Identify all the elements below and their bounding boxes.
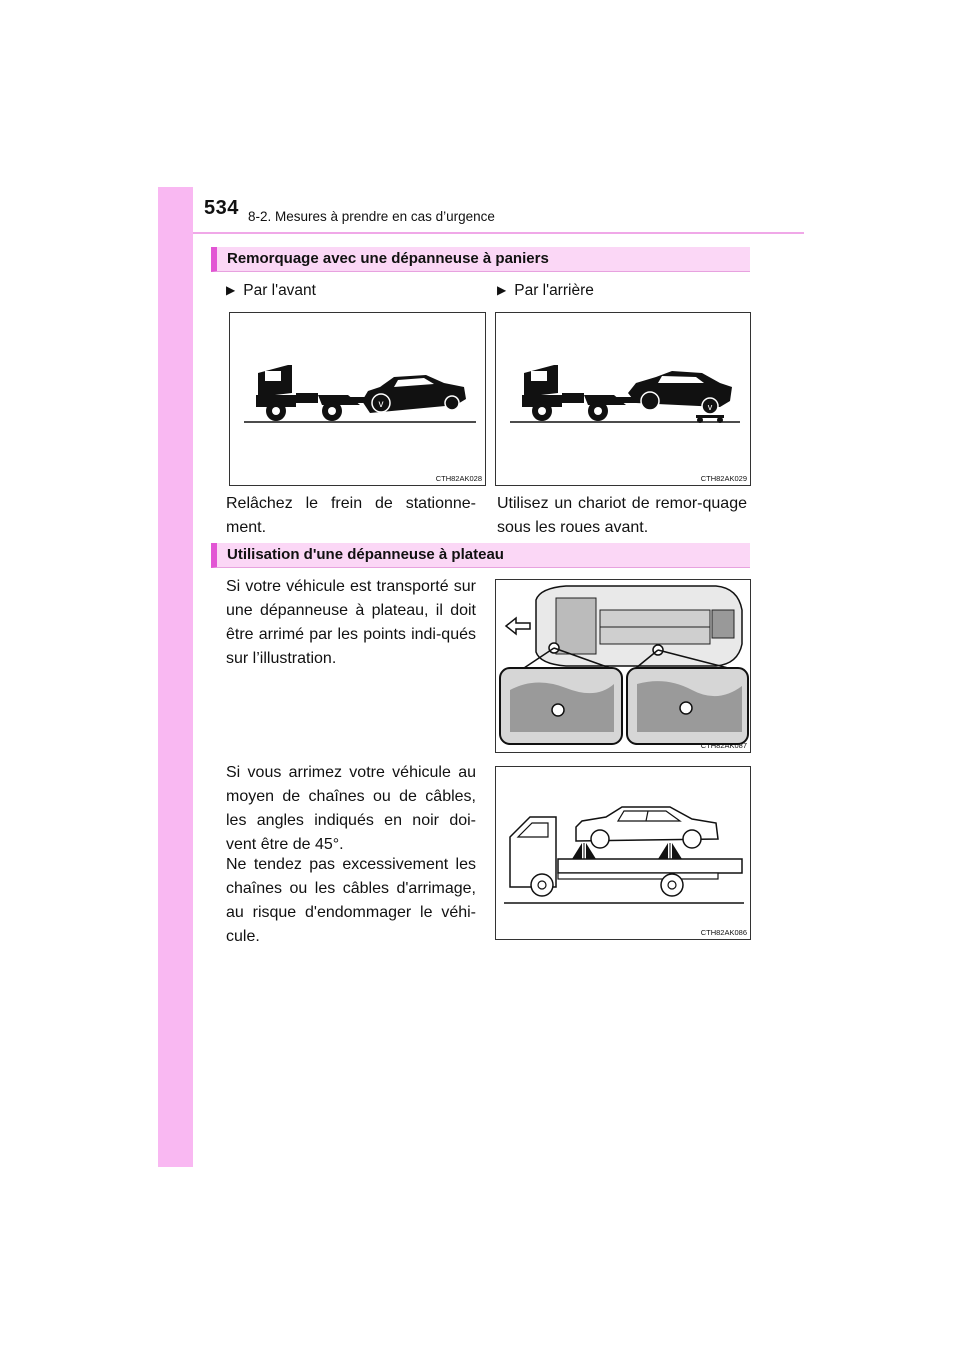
section-heading-flatbed: Utilisation d'une dépanneuse à plateau [211,543,750,568]
figure-tie-down-points [495,579,751,753]
figure-code: CTH82AK028 [435,474,482,483]
bullet-rear-label: Par l'arrière [514,282,594,299]
figure-tow-front [229,312,486,486]
figure-code: CTH82AK029 [700,474,747,483]
tow-truck-rear-illustration [496,313,751,486]
page-number: 534 [204,197,239,219]
triangle-right-icon: ▶ [497,283,507,297]
flatbed-paragraph-3: Ne tendez pas excessivement les chaînes ou les câbles d'arrimage, au risque d'endommager le véhi-cule. [226,856,476,945]
caption-rear: Utilisez un chariot de remor-quage sous les roues avant. [497,495,747,536]
figure-code: CTH82AK086 [700,928,747,937]
bullet-rear [497,282,594,300]
chapter-sidebar-tab [158,187,193,1167]
figure-flatbed-truck [495,766,751,940]
header-divider [193,232,804,234]
figure-code: CTH82AK087 [700,741,747,750]
tow-truck-front-illustration [230,313,486,486]
flatbed-truck-illustration [496,767,751,940]
flatbed-paragraph-2: Si vous arrimez votre véhicule au moyen de chaînes ou de câbles, les angles indiqués en noir doi-vent être de 45°. [226,764,476,853]
flatbed-paragraph-1: Si votre véhicule est transporté sur une dépanneuse à plateau, il doit être arrimé par les points indi-qués sur l’illustration. [226,578,476,667]
triangle-right-icon: ▶ [226,283,236,297]
bullet-front-label: Par l'avant [243,282,316,299]
caption-front: Relâchez le frein de stationne-ment. [226,495,476,536]
figure-tow-rear [495,312,751,486]
chapter-title: 8-2. Mesures à prendre en cas d’urgence [248,209,495,224]
section-heading-wheel-lift: Remorquage avec une dépanneuse à paniers [211,247,750,272]
svg-text:v: v [707,402,713,412]
bullet-front [226,282,316,300]
underbody-tie-down-illustration [496,580,751,753]
svg-text:v: v [378,399,384,410]
